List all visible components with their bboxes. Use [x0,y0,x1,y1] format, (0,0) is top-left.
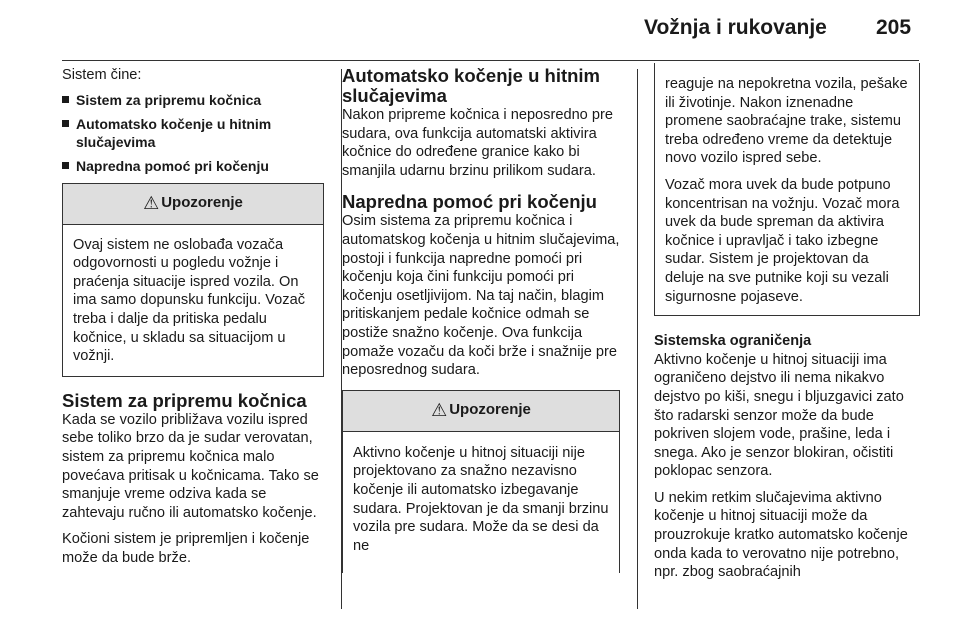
column-2 [342,66,620,573]
warning-title: Upozorenje [449,401,531,419]
column-1 [62,66,324,576]
warning-header [63,184,323,225]
warning-body: Aktivno kočenje u hitnoj situaciji nije projektovano za snažno nezavisno kočenje ili automatsko izbegavanje sudara. Projektovan je da smanji brzinu vozila pre sudara. Može da se desi da ne [353,444,609,554]
warning-title: Upozorenje [161,194,243,212]
section-heading: Automatsko kočenje u hitnim slučajevima [342,65,601,106]
paragraph: Vozač mora uvek da bude potpuno koncentrisan na vožnju. Vozač mora uvek da bude spreman da aktivira kočnice i upravljač i tako izbegne sudar. Sistem je projektovan da deluje na sve putnike koji su vezali sigurnosne pojaseve. [665,176,900,305]
list-item [62,115,324,151]
list-item [62,91,324,109]
paragraph: Aktivno kočenje u hitnoj situaciji ima ograničeno dejstvo ili nema nikakvo dejstvo po kiši, snegu i bljuzgavici zato što radarski senzor može da bude pokriven slojem vode, prašine, leda i snega. Ako je senzor blokiran, očistiti poklopac senzora. [654,351,904,480]
list-item [62,157,324,175]
paragraph: Kočioni sistem je pripremljen i kočenje može da bude brže. [62,531,310,566]
paragraph: Nakon pripreme kočnica i neposredno pre sudara, ova funkcija automatski aktivira kočnice do određene granice kako bi smanjila udarnu brzinu prilikom sudara. [342,107,613,179]
section-heading: Sistem za pripremu kočnica [62,389,307,411]
paragraph: reaguje na nepokretna vozila, pešake ili životinje. Nakon iznenadne promene saobraćajne trake, sistemu treba određeno vreme da detektuje novo vozilo ispred sebe. [665,76,908,167]
warning-header [343,391,619,432]
warning-triangle-icon: ⚠ [431,400,448,421]
paragraph: Osim sistema za pripremu kočnica i automatskog kočenja u hitnim slučajevima, postoji i funkcija napredne pomoći pri kočenju koja čini funkciju pomoći pri kočenju osetljivijom. Na taj način, blagim pritiskanjem pedale kočnice odmah se postiže snažno kočenje. Ova funkcija pomaže vozaču da koči brže i snažnije pre neposrednog sudara. [342,213,620,379]
paragraph: Kada se vozilo približava vozilu ispred sebe toliko brzo da je sudar verovatan, sistem za pripremu kočnica malo povećava pritisak u kočnicama. Tako se smanjuje vreme odziva kada se zahtevaju ručno ili automatsko kočenje. [62,411,319,521]
square-bullet-icon [62,120,69,127]
warning-box-continued [654,63,920,316]
section-heading: Napredna pomoć pri kočenju [342,191,597,213]
warning-box [62,183,324,377]
list-item-label: Napredna pomoć pri kočenju [76,157,269,174]
system-components-list [62,91,324,175]
square-bullet-icon [62,162,69,169]
intro-text: Sistem čine: [62,67,142,83]
warning-box [342,390,620,573]
column-3 [654,66,920,590]
page-number: 205 [876,16,912,39]
warning-body: Ovaj sistem ne oslobađa vozača odgovornosti u pogledu vožnje i praćenja situacije ispred vozila. On ima samo dopunsku funkciju. Vozač treba i dalje da pritiska pedalu kočnice, u skladu sa situacijom u vožnji. [73,236,306,365]
column-divider-2 [637,69,638,609]
warning-triangle-icon: ⚠ [143,193,160,214]
header-rule [62,60,919,61]
section-heading: Sistemska ograničenja [654,333,812,350]
square-bullet-icon [62,96,69,103]
list-item-label: Sistem za pripremu kočnica [76,91,262,108]
list-item-label: Automatsko kočenje u hitnim slučajevima [76,115,272,150]
page-header-title: Vožnja i rukovanje [644,16,827,39]
paragraph: U nekim retkim slučajevima aktivno kočenje u hitnoj situaciji može da prouzrokuje kratko automatsko kočenje onda kada to verovatno nije potrebno, npr. zbog saobraćajnih [654,489,908,581]
